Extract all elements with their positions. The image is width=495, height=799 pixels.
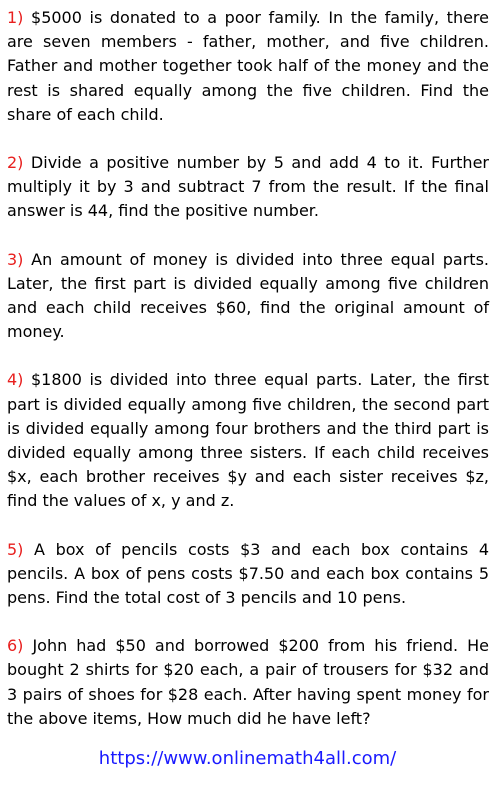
- problem-number: 1): [7, 8, 24, 27]
- problem-number: 6): [7, 636, 24, 656]
- problem-6: [7, 634, 489, 731]
- problem-number: 5): [7, 539, 24, 559]
- problem-1: [7, 6, 489, 127]
- problem-text: A box of pencils costs $3 and each box contains 4 pencils. A box of pens costs $7.50 and each box contains 5 pens. Find the total cost of 3 pencils and 10 pens.: [7, 539, 490, 608]
- problem-2: [7, 151, 489, 224]
- problem-text: John had $50 and borrowed $200 from his friend. He bought 2 shirts for $20 each, a pair of trousers for $32 and 3 pairs of shoes for $28 each. After having spent money for the above items, How much did he have left?: [7, 636, 490, 728]
- problem-text: Divide a positive number by 5 and add 4 to it. Further multiply it by 3 and subtract 7 from the result. If the final answer is 44, find the positive number.: [7, 153, 489, 221]
- problem-number: 3): [7, 249, 24, 269]
- problem-number: 4): [7, 370, 24, 390]
- website-link[interactable]: https://www.onlinemath4all.com/: [98, 748, 397, 769]
- problem-4: [7, 368, 489, 513]
- problem-list: [7, 6, 489, 755]
- problem-number: 2): [7, 153, 24, 173]
- problem-text: $5000 is donated to a poor family. In the family, there are seven members - father, mother, and five children. Father and mother together took half of the money and the rest is shared equally among the five children. Find the share of each child.: [7, 8, 489, 124]
- problem-3: [7, 248, 489, 345]
- problem-5: [7, 538, 489, 611]
- problem-text: An amount of money is divided into three equal parts. Later, the first part is divided equally among five children and each child receives $60, find the original amount of money.: [7, 249, 489, 342]
- problem-text: $1800 is divided into three equal parts. Later, the first part is divided equally among five children, the second part is divided equally among four brothers and the third part is divided equally among three sisters. If each child receives $x, each brother receives $y and each sister receives $z, find the values of x, y and z.: [7, 370, 489, 511]
